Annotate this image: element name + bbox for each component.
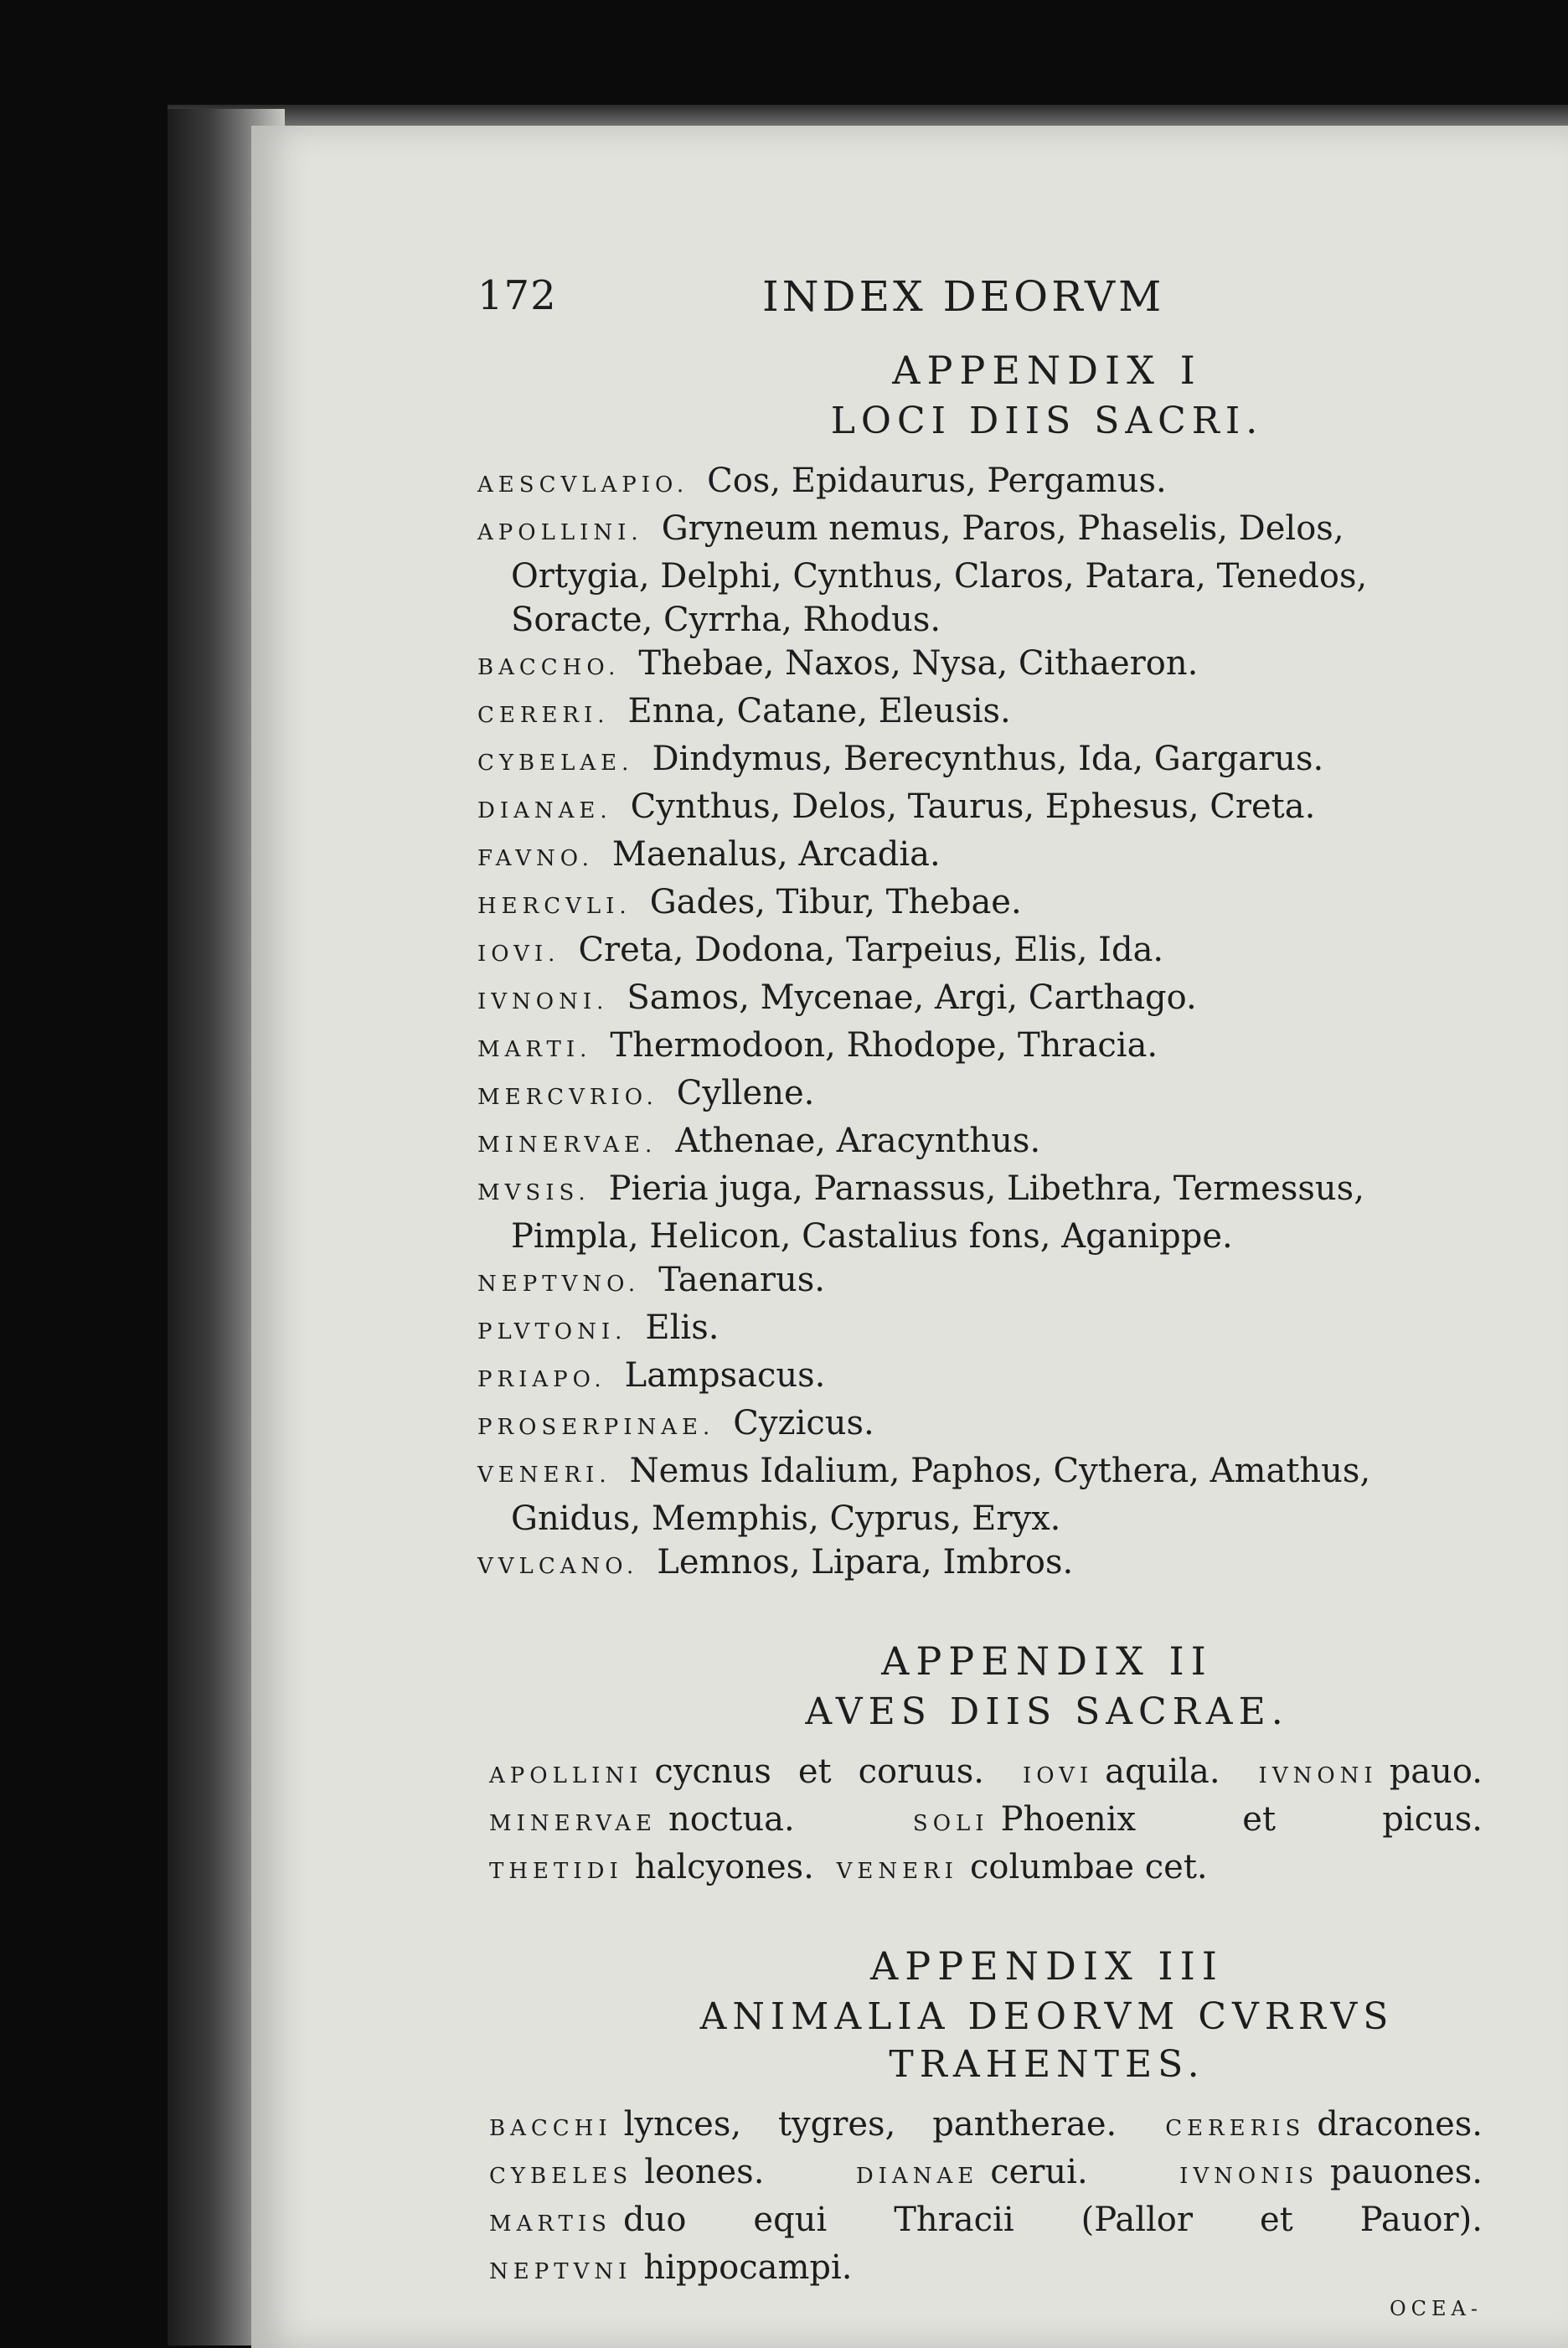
deity-name: FAVNO.: [477, 846, 594, 871]
deity-name: THETIDI: [489, 1859, 623, 1884]
entry-text: Gryneum nemus, Paros, Phaselis, Delos, Ortygia, Delphi, Cynthus, Claros, Patara, Tenedos, Soracte, Cyrrha, Rhodus.: [511, 509, 1368, 639]
deity-name: PLVTONI.: [477, 1319, 627, 1344]
deity-name: CERERI.: [477, 703, 610, 728]
entry-text: noctua.: [668, 1800, 795, 1839]
list-item: [477, 833, 1483, 880]
entry-text: columbae cet.: [969, 1848, 1208, 1886]
entry-text: dracones.: [1317, 2105, 1483, 2144]
appendix3-paragraph: [477, 2103, 1483, 2294]
entry-text: Gades, Tibur, Thebae.: [649, 883, 1022, 921]
entry-text: halcyones.: [634, 1848, 814, 1886]
deity-name: MARTI.: [477, 1037, 592, 1062]
appendix1-heading: APPENDIX I: [892, 348, 1202, 393]
page-number: 172: [477, 272, 557, 319]
deity-name: DIANAE: [855, 2164, 979, 2189]
entry-text: Cos, Epidaurus, Pergamus.: [707, 462, 1167, 500]
deity-name: CYBELAE.: [477, 751, 634, 776]
deity-name: NEPTVNO.: [477, 1272, 641, 1297]
entry-text: aquila.: [1105, 1752, 1220, 1791]
page-content: [477, 255, 1568, 2320]
entry-text: Cynthus, Delos, Taurus, Ephesus, Creta.: [630, 787, 1316, 826]
list-item: [477, 1071, 1483, 1119]
entry-text: pauones.: [1330, 2153, 1483, 2191]
deity-name: IOVI: [1022, 1763, 1094, 1788]
appendix3-subheading-line1: ANIMALIA DEORVM CVRRVS: [699, 1995, 1395, 2038]
deity-name: CYBELES: [489, 2164, 633, 2189]
entry-text: Cyllene.: [676, 1074, 815, 1112]
deity-name: DIANAE.: [477, 798, 612, 823]
list-item: [477, 880, 1483, 928]
deity-name: HERCVLI.: [477, 894, 632, 919]
entry-text: Lemnos, Lipara, Imbros.: [657, 1543, 1074, 1582]
list-item: [477, 1258, 1483, 1306]
deity-name: MINERVAE: [489, 1811, 658, 1836]
deity-name: APOLLINI: [489, 1763, 643, 1788]
entry-text: Thermodoon, Rhodope, Thracia.: [610, 1026, 1158, 1065]
list-item: [477, 1540, 1483, 1588]
list-item: [477, 928, 1483, 976]
appendix2-paragraph: [477, 1750, 1483, 1893]
deity-name: AESCVLAPIO.: [477, 472, 689, 498]
deity-name: APOLLINI.: [477, 520, 643, 545]
list-item: [477, 1167, 1483, 1258]
entry-text: Nemus Idalium, Paphos, Cythera, Amathus, Gnidus, Memphis, Cyprus, Eryx.: [511, 1452, 1371, 1538]
deity-name: VENERI: [836, 1859, 958, 1884]
catchword: OCEA-: [1390, 2297, 1483, 2320]
deity-name: MARTIS: [489, 2211, 611, 2237]
appendix1-subheading: LOCI DIIS SACRI.: [830, 400, 1264, 442]
list-item: [477, 1306, 1483, 1354]
entry-text: Lampsacus.: [624, 1356, 826, 1395]
entry-text: cerui.: [990, 2153, 1088, 2191]
deity-name: MERCVRIO.: [477, 1085, 658, 1110]
deity-name: BACCHI: [489, 2116, 612, 2141]
deity-name: VENERI.: [477, 1463, 611, 1488]
entry-text: Maenalus, Arcadia.: [611, 835, 941, 874]
book-page: [251, 126, 1568, 2348]
list-item: [477, 785, 1483, 833]
deity-name: MVSIS.: [477, 1180, 591, 1205]
entry-text: Pieria juga, Parnassus, Libethra, Termessus, Pimpla, Helicon, Castalius fons, Aganippe.: [511, 1169, 1364, 1256]
list-item: [477, 1024, 1483, 1071]
appendix2-subheading: AVES DIIS SACRAE.: [805, 1690, 1289, 1733]
appendix2-heading: APPENDIX II: [881, 1638, 1213, 1684]
list-item: [477, 1119, 1483, 1167]
list-item: [477, 976, 1483, 1024]
list-item: [477, 1449, 1483, 1540]
deity-name: PROSERPINAE.: [477, 1415, 715, 1440]
list-item: [477, 689, 1483, 737]
entry-text: Creta, Dodona, Tarpeius, Elis, Ida.: [578, 931, 1164, 969]
deity-name: IVNONI: [1258, 1763, 1378, 1788]
deity-name: IOVI.: [477, 942, 560, 967]
appendix3-heading: APPENDIX III: [870, 1943, 1224, 1989]
deity-name: NEPTVNI: [489, 2259, 632, 2284]
deity-name: IVNONIS: [1179, 2164, 1319, 2189]
list-item: [477, 1401, 1483, 1449]
entry-text: Enna, Catane, Eleusis.: [627, 692, 1011, 730]
entry-text: Thebae, Naxos, Nysa, Cithaeron.: [638, 644, 1199, 683]
list-item: [477, 459, 1483, 507]
deity-name: BACCHO.: [477, 655, 621, 680]
list-item: [477, 507, 1483, 642]
entry-text: leones.: [644, 2153, 765, 2191]
deity-name: IVNONI.: [477, 989, 609, 1014]
entry-text: hippocampi.: [643, 2248, 853, 2287]
entry-text: duo equi Thracii (Pallor et Pauor).: [622, 2201, 1483, 2239]
entry-text: Phoenix et picus.: [1000, 1800, 1483, 1839]
appendix1-entries: [477, 459, 1483, 1588]
list-item: [477, 642, 1483, 689]
entry-text: lynces, tygres, pantherae.: [623, 2105, 1117, 2144]
deity-name: VVLCANO.: [477, 1554, 639, 1579]
entry-text: Cyzicus.: [733, 1404, 874, 1442]
list-item: [477, 1354, 1483, 1401]
entry-text: cycnus et coruus.: [654, 1752, 984, 1791]
appendix3-subheading-line2: TRAHENTES.: [889, 2043, 1205, 2086]
deity-name: PRIAPO.: [477, 1367, 606, 1392]
entry-text: Athenae, Aracynthus.: [675, 1122, 1041, 1160]
entry-text: Elis.: [645, 1308, 720, 1347]
entry-text: Taenarus.: [658, 1261, 825, 1299]
running-head: [477, 255, 1568, 323]
entry-text: pauo.: [1389, 1752, 1483, 1791]
running-title: INDEX DEORVM: [762, 272, 1165, 321]
deity-name: SOLI: [912, 1811, 989, 1836]
entry-text: Samos, Mycenae, Argi, Carthago.: [627, 978, 1197, 1017]
deity-name: MINERVAE.: [477, 1133, 658, 1158]
entry-text: Dindymus, Berecynthus, Ida, Gargarus.: [652, 740, 1324, 778]
list-item: [477, 737, 1483, 785]
deity-name: CERERIS: [1165, 2116, 1306, 2141]
